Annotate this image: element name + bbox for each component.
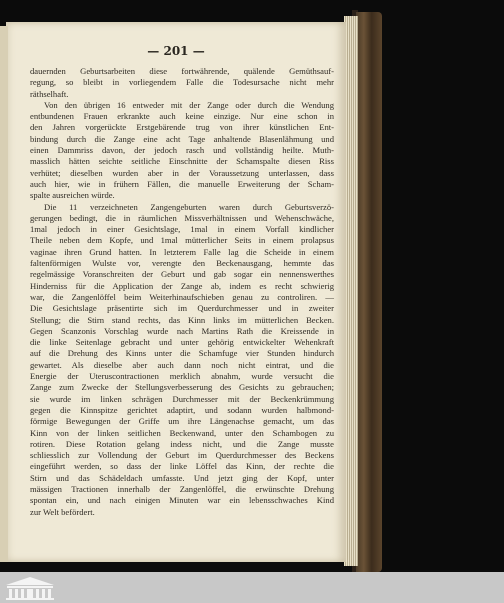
text-line: Die Gesichtslage präsentirte sich im Querdurchmesser und in zweiter bbox=[30, 303, 334, 314]
text-line: Energie der Uteruscontractionen merklich abnahm, wurde versucht die bbox=[30, 371, 334, 382]
text-line: regung, so bleibt in vorliegendem Falle die Todesursache nicht mehr bbox=[30, 77, 334, 88]
page-gutter bbox=[0, 26, 8, 562]
text-line: den Jahren vorgerückte Erstgebärende trug von ihrer künstlichen Ent- bbox=[30, 122, 334, 133]
text-line: spalte ausreichen würde. bbox=[30, 190, 115, 201]
text-line: faltenförmigen Wulste vor, verengte den Beckenausgang, hemmte das bbox=[30, 258, 334, 269]
text-line: Von den übrigen 16 entweder mit der Zange oder durch die Wendung bbox=[44, 99, 334, 110]
text-line: Stellung; die Stirn stand rechts, das Kinn links im mütterlichen Becken. bbox=[30, 314, 334, 325]
text-line: spontan ein, und nach einigen Minuten war ein lebensschwaches Kind bbox=[30, 495, 334, 506]
text-line: bindung durch die Zange eine acht Tage anhaltende Blasenlähmung und bbox=[30, 133, 334, 144]
text-line: einen Dammriss davon, der jedoch rasch und vollständig heilte. Muth- bbox=[30, 145, 334, 156]
text-line: Theile neben dem Kopfe, und 1mal mütterlicher Seits in einem prolapsus bbox=[30, 235, 334, 246]
page-stack-edges bbox=[344, 16, 358, 566]
text-line: dauernden Geburtsarbeiten diese fortwährende, quälende Gemüthsauf- bbox=[30, 66, 334, 76]
page-number-header: — 201 — bbox=[147, 44, 205, 58]
text-line: zur Welt befördert. bbox=[30, 506, 95, 517]
text-line: masslich hätten seichte seitliche Einschnitte der Schamspalte diesen Riss bbox=[30, 156, 334, 167]
text-line: entbundenen Frauen erkrankte auch keine einzige. Nur eine schon in bbox=[30, 111, 334, 122]
text-line: schliesslich zur Vollendung der Geburt im Querdurchmesser des Beckens bbox=[30, 450, 334, 461]
text-line: gegen die Kinnspitze gerichtet adaptirt, und sodann wurden halbmond- bbox=[30, 404, 334, 415]
text-line: auch hier, wie in frühern Fällen, die manuelle Erweiterung der Scham- bbox=[30, 178, 334, 189]
text-line: räthselhaft. bbox=[30, 88, 69, 99]
text-line: mässigen Tractionen innerhalb der Zangenlöffel, die erwünschte Drehung bbox=[30, 483, 334, 494]
text-line: sie wurde im linken schrägen Durchmesser mit der Beckenkrümmung bbox=[30, 393, 334, 404]
text-line: auf die Drehung des Kinns unter die Schamfuge vier Stunden hindurch bbox=[30, 348, 334, 359]
text-line: verhütet; dieselben wurden aber in der Voraussetzung unterlassen, dass bbox=[30, 167, 334, 178]
text-line: förmige Bewegungen der Griffe um ihre Längenachse gemacht, um das bbox=[30, 416, 334, 427]
library-building-icon bbox=[2, 574, 58, 601]
footer-bar bbox=[0, 572, 504, 603]
page-body-text bbox=[30, 66, 334, 518]
text-line: regelmässige Voranschreiten der Geburt und gab sogar ein nennenswerthes bbox=[30, 269, 334, 280]
text-line: Gegen Scanzonis Vorschlag wurde nach Martins Rath die Kreissende in bbox=[30, 325, 334, 336]
text-line: Zange zum Zwecke der Stellungsverbesserung des Gesichts zu gebrauchen; bbox=[30, 382, 334, 393]
text-line: gerungen bedingt, die in räumlichen Missverhältnissen und Wehenschwäche, bbox=[30, 212, 334, 223]
text-line: 1mal jedoch in einer Gesichtslage, 1mal in einem Vorfall kindlicher bbox=[30, 224, 334, 235]
text-line: vaginae ihren Grund hatten. In letzterem Falle lag die Scheide in einem bbox=[30, 246, 334, 257]
text-line: Die 11 verzeichneten Zangengeburten waren durch Geburtsverzö- bbox=[44, 201, 334, 212]
text-line: rotiren. Diese Rotation gelang indess nicht, und die Zange musste bbox=[30, 438, 334, 449]
text-line: die linke Seitenlage gebracht und unter gehörig entwickelter Wehenkraft bbox=[30, 337, 334, 348]
text-line: eingeführt werden, so dass der linke Löffel das Kinn, der rechte die bbox=[30, 461, 334, 472]
text-line: Kinn von der linken seitlichen Beckenwand, unter den Schambogen zu bbox=[30, 427, 334, 438]
text-line: Hinderniss für die Application der Zange ab, indem es recht schwierig bbox=[30, 280, 334, 291]
text-line: war, die Zangenlöffel beim Weiterhinaufschieben genau zu controliren. — bbox=[30, 291, 334, 302]
text-line: gewartet. Als dieselbe aber auch dann noch nicht eintrat, und die bbox=[30, 359, 334, 370]
book-cover-edge bbox=[356, 12, 382, 572]
text-line: Stirn und das Schädeldach umfasste. Und jetzt ging der Kopf, unter bbox=[30, 472, 334, 483]
